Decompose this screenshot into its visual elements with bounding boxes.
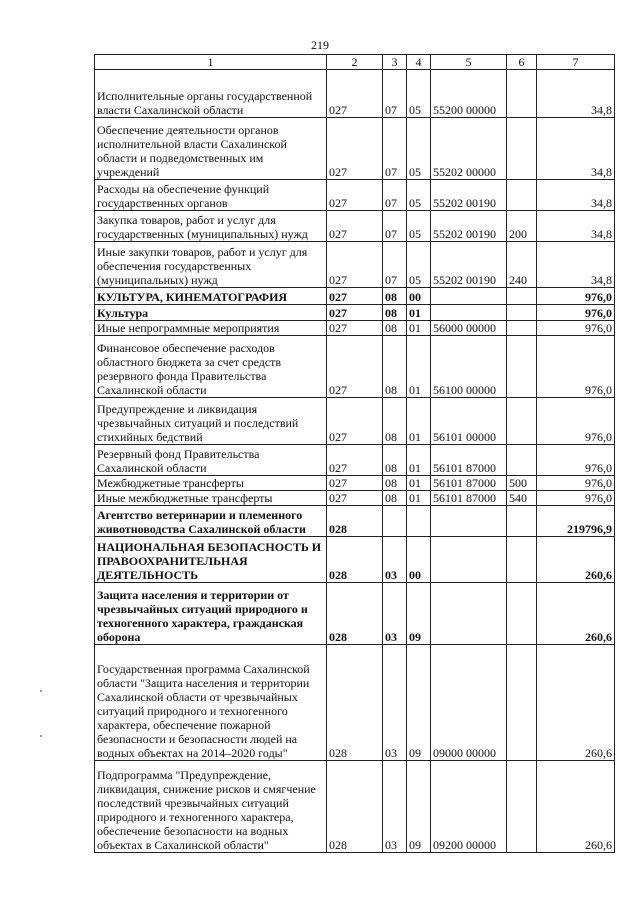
section-cell: 03 (383, 583, 407, 645)
column-header: 6 (507, 55, 537, 70)
amount-cell: 260,6 (537, 761, 615, 853)
amount-cell: 260,6 (537, 583, 615, 645)
subsection-cell: 09 (407, 583, 431, 645)
subsection-cell (407, 506, 431, 537)
target-article-cell (431, 583, 507, 645)
section-cell: 08 (383, 288, 407, 305)
amount-cell: 976,0 (537, 288, 615, 305)
expense-type-cell (507, 118, 537, 180)
admin-code-cell: 027 (327, 211, 383, 242)
amount-cell: 34,8 (537, 180, 615, 211)
expense-type-cell (507, 445, 537, 476)
admin-code-cell: 027 (327, 336, 383, 398)
section-cell: 08 (383, 398, 407, 445)
amount-cell: 34,8 (537, 70, 615, 118)
margin-mark (40, 690, 42, 692)
section-cell: 03 (383, 645, 407, 761)
admin-code-cell: 027 (327, 398, 383, 445)
section-cell: 07 (383, 180, 407, 211)
section-cell: 08 (383, 476, 407, 491)
target-article-cell: 56000 00000 (431, 321, 507, 336)
expense-type-cell: 200 (507, 211, 537, 242)
subsection-cell: 01 (407, 398, 431, 445)
subsection-cell: 09 (407, 645, 431, 761)
table-row (95, 645, 615, 761)
row-name-cell: КУЛЬТУРА, КИНЕМАТОГРАФИЯ (95, 288, 327, 305)
amount-cell: 976,0 (537, 476, 615, 491)
amount-cell: 260,6 (537, 645, 615, 761)
subsection-cell: 05 (407, 242, 431, 288)
row-name-cell: Закупка товаров, работ и услуг для государственных (муниципальных) нужд (95, 211, 327, 242)
amount-cell: 976,0 (537, 305, 615, 321)
table-row (95, 445, 615, 476)
target-article-cell: 56101 87000 (431, 445, 507, 476)
admin-code-cell: 027 (327, 118, 383, 180)
row-name-cell: Иные межбюджетные трансферты (95, 491, 327, 506)
target-article-cell: 55200 00000 (431, 70, 507, 118)
admin-code-cell: 027 (327, 321, 383, 336)
section-cell: 08 (383, 321, 407, 336)
admin-code-cell: 028 (327, 645, 383, 761)
section-cell (383, 506, 407, 537)
amount-cell: 976,0 (537, 336, 615, 398)
target-article-cell: 55202 00190 (431, 211, 507, 242)
expense-type-cell (507, 180, 537, 211)
admin-code-cell: 027 (327, 180, 383, 211)
amount-cell: 976,0 (537, 491, 615, 506)
amount-cell: 976,0 (537, 321, 615, 336)
budget-table (94, 54, 615, 853)
admin-code-cell: 028 (327, 583, 383, 645)
table-row (95, 398, 615, 445)
row-name-cell: Защита населения и территории от чрезвычайных ситуаций природного и техногенного характера, гражданская оборона (95, 583, 327, 645)
subsection-cell: 00 (407, 288, 431, 305)
section-cell: 08 (383, 336, 407, 398)
admin-code-cell: 028 (327, 761, 383, 853)
margin-mark (40, 735, 42, 737)
amount-cell: 976,0 (537, 445, 615, 476)
row-name-cell: Иные непрограммные мероприятия (95, 321, 327, 336)
expense-type-cell (507, 761, 537, 853)
amount-cell: 219796,9 (537, 506, 615, 537)
column-header: 7 (537, 55, 615, 70)
expense-type-cell: 500 (507, 476, 537, 491)
table-row (95, 118, 615, 180)
target-article-cell (431, 305, 507, 321)
expense-type-cell (507, 583, 537, 645)
target-article-cell: 56100 00000 (431, 336, 507, 398)
section-cell: 08 (383, 445, 407, 476)
expense-type-cell: 240 (507, 242, 537, 288)
admin-code-cell: 027 (327, 491, 383, 506)
table-row (95, 321, 615, 336)
target-article-cell: 55202 00190 (431, 180, 507, 211)
table-row (95, 305, 615, 321)
row-name-cell: Межбюджетные трансферты (95, 476, 327, 491)
target-article-cell: 55202 00190 (431, 242, 507, 288)
subsection-cell: 05 (407, 180, 431, 211)
amount-cell: 34,8 (537, 211, 615, 242)
table-row (95, 506, 615, 537)
section-cell: 08 (383, 491, 407, 506)
row-name-cell: Резервный фонд Правительства Сахалинской области (95, 445, 327, 476)
subsection-cell: 05 (407, 211, 431, 242)
section-cell: 03 (383, 537, 407, 583)
amount-cell: 260,6 (537, 537, 615, 583)
section-cell: 07 (383, 70, 407, 118)
row-name-cell: Расходы на обеспечение функций государственных органов (95, 180, 327, 211)
subsection-cell: 05 (407, 118, 431, 180)
row-name-cell: Культура (95, 305, 327, 321)
target-article-cell (431, 537, 507, 583)
admin-code-cell: 027 (327, 288, 383, 305)
admin-code-cell: 027 (327, 445, 383, 476)
table-row (95, 211, 615, 242)
target-article-cell: 56101 00000 (431, 398, 507, 445)
subsection-cell: 01 (407, 321, 431, 336)
admin-code-cell: 027 (327, 476, 383, 491)
expense-type-cell (507, 288, 537, 305)
row-name-cell: Исполнительные органы государственной власти Сахалинской области (95, 70, 327, 118)
table-row (95, 242, 615, 288)
row-name-cell: Предупреждение и ликвидация чрезвычайных ситуаций и последствий стихийных бедствий (95, 398, 327, 445)
table-row (95, 336, 615, 398)
table-row (95, 491, 615, 506)
section-cell: 07 (383, 118, 407, 180)
column-header: 4 (407, 55, 431, 70)
row-name-cell: Обеспечение деятельности органов исполнительной власти Сахалинской области и подведомственных им учреждений (95, 118, 327, 180)
section-cell: 08 (383, 305, 407, 321)
target-article-cell (431, 288, 507, 305)
table-row (95, 583, 615, 645)
expense-type-cell (507, 70, 537, 118)
column-header: 2 (327, 55, 383, 70)
target-article-cell: 56101 87000 (431, 491, 507, 506)
subsection-cell: 01 (407, 336, 431, 398)
subsection-cell: 01 (407, 305, 431, 321)
table-row (95, 476, 615, 491)
table-row (95, 761, 615, 853)
row-name-cell: Государственная программа Сахалинской области "Защита населения и территории Сахалинской области от чрезвычайных ситуаций природного и техногенного характера, обеспечение пожарной безопасности и безопасности людей на водных объектах на 2014–2020 годы" (95, 645, 327, 761)
expense-type-cell (507, 398, 537, 445)
section-cell: 07 (383, 242, 407, 288)
expense-type-cell (507, 305, 537, 321)
target-article-cell: 09200 00000 (431, 761, 507, 853)
column-header: 1 (95, 55, 327, 70)
table-row (95, 70, 615, 118)
expense-type-cell (507, 336, 537, 398)
section-cell: 07 (383, 211, 407, 242)
expense-type-cell (507, 537, 537, 583)
expense-type-cell (507, 321, 537, 336)
admin-code-cell: 028 (327, 506, 383, 537)
row-name-cell: Иные закупки товаров, работ и услуг для обеспечения государственных (муниципальных) нужд (95, 242, 327, 288)
table-header-row (95, 55, 615, 70)
column-header: 5 (431, 55, 507, 70)
row-name-cell: Финансовое обеспечение расходов областного бюджета за счет средств резервного фонда Правительства Сахалинской области (95, 336, 327, 398)
subsection-cell: 01 (407, 445, 431, 476)
subsection-cell: 01 (407, 491, 431, 506)
subsection-cell: 09 (407, 761, 431, 853)
table-row (95, 288, 615, 305)
target-article-cell: 56101 87000 (431, 476, 507, 491)
row-name-cell: Подпрограмма "Предупреждение, ликвидация, снижение рисков и смягчение последствий чрезвычайных ситуаций природного и техногенного характера, обеспечение безопасности на водных объектах в Сахалинской области" (95, 761, 327, 853)
column-header: 3 (383, 55, 407, 70)
page-number: 219 (311, 38, 329, 52)
target-article-cell: 09000 00000 (431, 645, 507, 761)
amount-cell: 34,8 (537, 242, 615, 288)
target-article-cell: 55202 00000 (431, 118, 507, 180)
admin-code-cell: 028 (327, 537, 383, 583)
subsection-cell: 00 (407, 537, 431, 583)
section-cell: 03 (383, 761, 407, 853)
subsection-cell: 01 (407, 476, 431, 491)
target-article-cell (431, 506, 507, 537)
expense-type-cell: 540 (507, 491, 537, 506)
admin-code-cell: 027 (327, 70, 383, 118)
admin-code-cell: 027 (327, 305, 383, 321)
expense-type-cell (507, 506, 537, 537)
subsection-cell: 05 (407, 70, 431, 118)
admin-code-cell: 027 (327, 242, 383, 288)
amount-cell: 34,8 (537, 118, 615, 180)
table-row (95, 180, 615, 211)
expense-type-cell (507, 645, 537, 761)
row-name-cell: НАЦИОНАЛЬНАЯ БЕЗОПАСНОСТЬ И ПРАВООХРАНИТЕЛЬНАЯ ДЕЯТЕЛЬНОСТЬ (95, 537, 327, 583)
row-name-cell: Агентство ветеринарии и племенного животноводства Сахалинской области (95, 506, 327, 537)
amount-cell: 976,0 (537, 398, 615, 445)
table-row (95, 537, 615, 583)
